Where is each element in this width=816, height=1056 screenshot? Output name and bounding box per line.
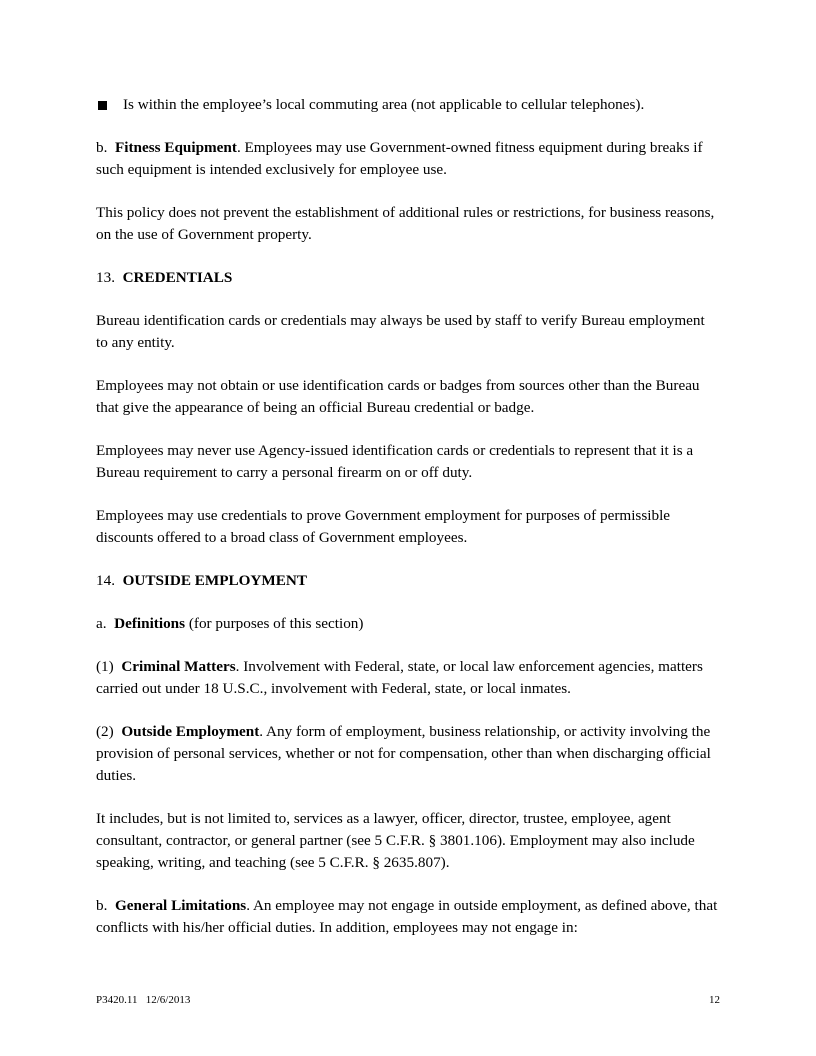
outside-employment-heading: Outside Employment: [121, 723, 260, 740]
policy-paragraph: This policy does not prevent the establishment of additional rules or restrictions, for business reasons, on the use of Government property.: [96, 204, 715, 243]
credentials-paragraph: Employees may never use Agency-issued identification cards or credentials to represent that it is a Bureau requirement to carry a personal firearm on or off duty.: [96, 442, 694, 481]
definitions-heading: [96, 613, 720, 635]
document-body: [96, 94, 720, 960]
section-title: CREDENTIALS: [122, 269, 233, 286]
section-number: 14.: [96, 572, 115, 589]
bullet-text: Is within the employee’s local commuting area (not applicable to cellular telephones).: [123, 96, 645, 113]
definitions-label: Definitions: [114, 615, 186, 632]
credentials-paragraph: Employees may use credentials to prove Government employment for purposes of permissible discounts offered to a broad class of Government employees.: [96, 507, 671, 546]
fitness-equipment-heading: Fitness Equipment: [114, 139, 237, 156]
fitness-equipment-text: . Employees may use Government-owned fitness equipment during breaks if such equipment is intended exclusively for employee use.: [96, 139, 703, 178]
footer-page-number: 12: [709, 994, 720, 1006]
general-limitations-paragraph: [96, 895, 720, 939]
bullet-item: [96, 94, 720, 116]
section-13-heading: [96, 267, 720, 289]
criminal-matters-paragraph: [96, 656, 720, 700]
item-prefix: b.: [96, 139, 108, 156]
section-number: 13.: [96, 269, 115, 286]
item-prefix: (2): [96, 723, 114, 740]
fitness-equipment-paragraph: [96, 137, 720, 181]
section-title: OUTSIDE EMPLOYMENT: [122, 572, 307, 589]
item-prefix: b.: [96, 897, 108, 914]
item-prefix: a.: [96, 615, 107, 632]
section-14-heading: [96, 570, 720, 592]
criminal-matters-text: . Involvement with Federal, state, or local law enforcement agencies, matters carried out under 18 U.S.C., involvement with Federal, state, or local inmates.: [96, 658, 703, 697]
general-limitations-heading: General Limitations: [114, 897, 247, 914]
definitions-note: (for purposes of this section): [185, 615, 364, 632]
criminal-matters-heading: Criminal Matters: [121, 658, 236, 675]
footer-document-id: P3420.11 12/6/2013: [96, 994, 191, 1006]
includes-paragraph: It includes, but is not limited to, services as a lawyer, officer, director, trustee, employee, agent consultant, contractor, or general partner (see 5 C.F.R. § 3801.106). Employment may also include speaking, writing, and teaching (see 5 C.F.R. § 2635.807).: [96, 810, 695, 871]
outside-employment-paragraph: [96, 721, 720, 787]
general-limitations-text: . An employee may not engage in outside employment, as defined above, that conflicts with his/her official duties. In addition, employees may not engage in:: [96, 897, 718, 936]
square-bullet-icon: [98, 101, 107, 110]
outside-employment-text: . Any form of employment, business relationship, or activity involving the provision of personal services, whether or not for compensation, other than when discharging official duties.: [96, 723, 711, 784]
credentials-paragraph: Bureau identification cards or credentials may always be used by staff to verify Bureau employment to any entity.: [96, 312, 705, 351]
credentials-paragraph: Employees may not obtain or use identification cards or badges from sources other than the Bureau that give the appearance of being an official Bureau credential or badge.: [96, 377, 700, 416]
item-prefix: (1): [96, 658, 114, 675]
